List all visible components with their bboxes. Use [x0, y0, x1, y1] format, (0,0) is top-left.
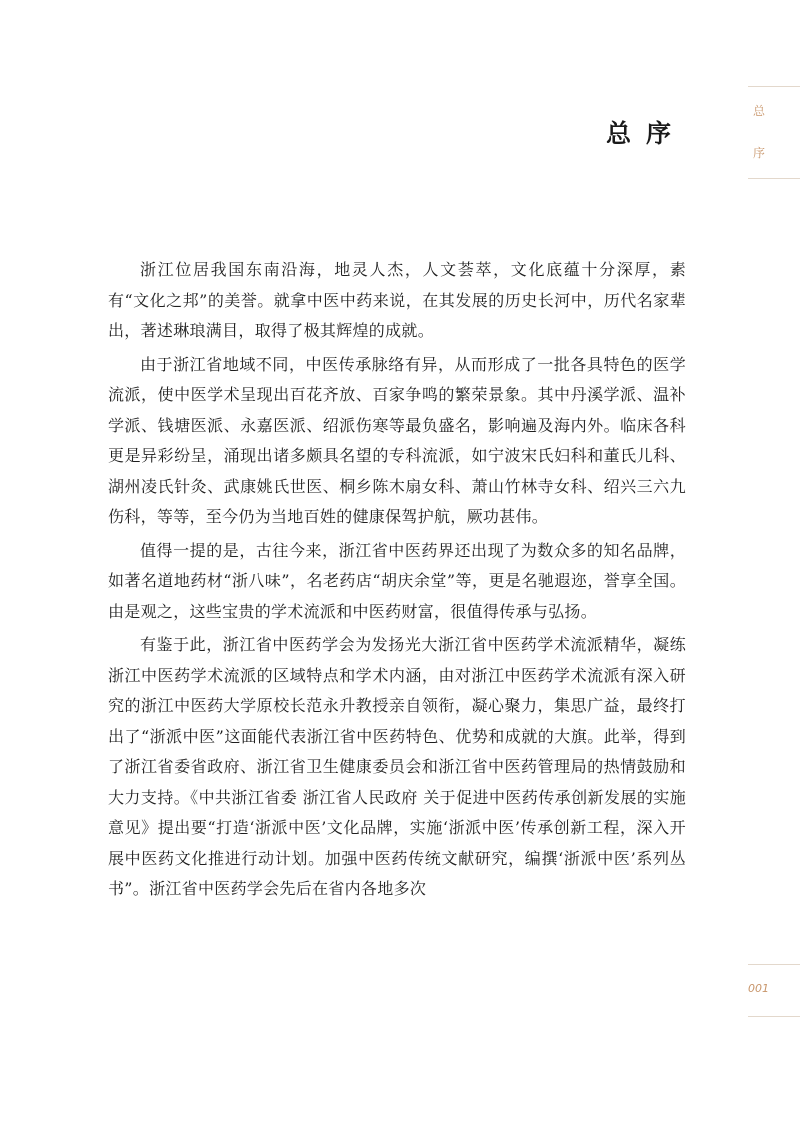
side-label-zong: 总 — [752, 104, 765, 118]
page-number-rule-bottom — [748, 1016, 800, 1017]
paragraph-1: 浙江位居我国东南沿海，地灵人杰，人文荟萃，文化底蕴十分深厚，素有“文化之邦”的美誉。就拿中医中药来说，在其发展的历史长河中，历代名家辈出，著述琳琅满目，取得了极其辉煌的成就。 — [108, 260, 686, 340]
page-number: 001 — [748, 982, 769, 995]
paragraph-4: 有鉴于此，浙江省中医药学会为发扬光大浙江省中医药学术流派精华，凝练浙江中医药学术流派的区域特点和学术内涵，由对浙江中医药学术流派有深入研究的浙江中医药大学原校长范永升教授亲自领衔，凝心聚力，集思广益，最终打出了“浙派中医”这面能代表浙江省中医药特色、优势和成就的大旗。此举，得到了浙江省委省政府、浙江省卫生健康委员会和浙江省中医药管理局的热情鼓励和大力支持。《中共浙江省委 浙江省人民政府 关于促进中医药传承创新发展的实施意见》提出要“打造‘浙派中医’文化品牌，实施‘浙派中医’传承创新工程，深入开展中医药文化推进行动计划。加强中医药传统文献研究，编撰‘浙派中医’系列丛书”。浙江省中医药学会先后在省内各地多次 — [108, 635, 686, 898]
side-rule-bottom — [748, 178, 800, 179]
paragraph-2: 由于浙江省地域不同，中医传承脉络有异，从而形成了一批各具特色的医学流派，使中医学术呈现出百花齐放、百家争鸣的繁荣景象。其中丹溪学派、温补学派、钱塘医派、永嘉医派、绍派伤寒等最负盛名，影响遍及海内外。临床各科更是异彩纷呈，涌现出诸多颇具名望的专科流派，如宁波宋氏妇科和董氏儿科、湖州凌氏针灸、武康姚氏世医、桐乡陈木扇女科、萧山竹林寺女科、绍兴三六九伤科，等等，至今仍为当地百姓的健康保驾护航，厥功甚伟。 — [108, 354, 686, 526]
body-text — [108, 255, 686, 908]
side-label-xu: 序 — [752, 146, 765, 160]
side-rule-top — [748, 86, 800, 87]
page-number-rule-top — [748, 964, 800, 965]
page-title: 总序 — [605, 119, 686, 148]
paragraph-3: 值得一提的是，古往今来，浙江省中医药界还出现了为数众多的知名品牌，如著名道地药材“浙八味”，名老药店“胡庆余堂”等，更是名驰遐迩，誉享全国。由是观之，这些宝贵的学术流派和中医药财富，很值得传承与弘扬。 — [108, 540, 686, 621]
